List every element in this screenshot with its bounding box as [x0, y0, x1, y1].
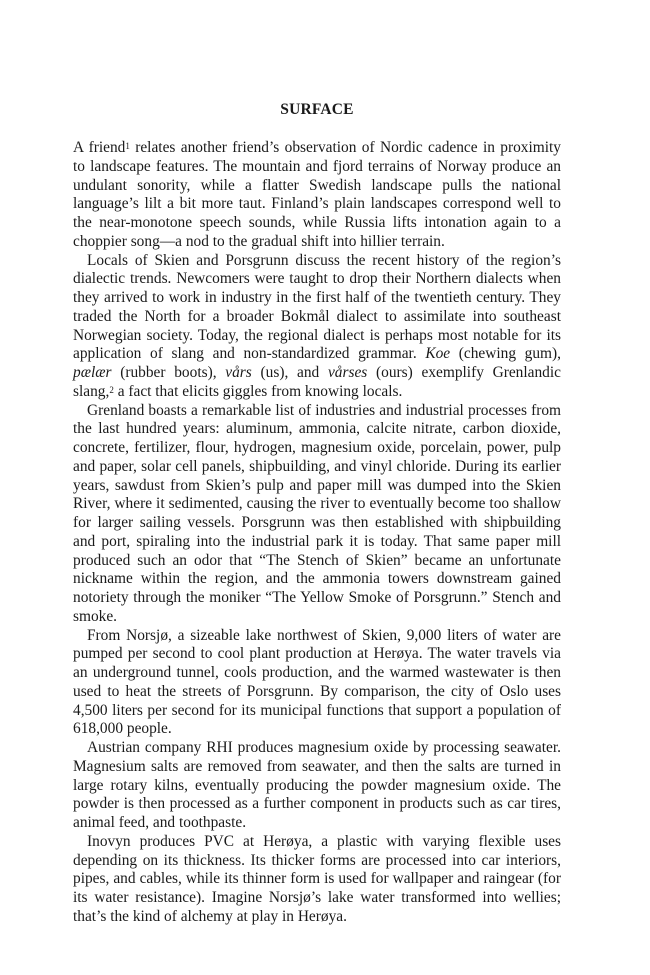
footnote-ref-1[interactable]: 1: [125, 141, 130, 151]
slang-term-koe: Koe: [425, 345, 451, 363]
page-title: SURFACE: [280, 101, 354, 118]
paragraph-2-text-f: a fact that elicits giggles from knowing locals.: [113, 382, 403, 400]
paragraph-2-text-a: Locals of Skien and Porsgrunn discuss the recent history of the region’s dialectic trends. Newcomers were taught to drop their Northern dialects when they arrived to work in industry in the first half of the twentieth century. They traded the North for a broader Bokmål dialect to assimilate into southeast Norwegian society. Today, the regional dialect is perhaps most notable for its application of slang and non-standardized grammar.: [73, 251, 561, 363]
paragraph-3: Grenland boasts a remarkable list of industries and industrial processes from the last hundred years: aluminum, ammonia, calcite nitrate, carbon dioxide, concrete, fertilizer, flour, hydrogen, magnesium oxide, porcelain, power, pulp and paper, solar cell panels, shipbuilding, and vinyl chloride. During its earlier years, sawdust from Skien’s pulp and paper mill was dumped into the Skien River, where it sedimented, causing the river to eventually become too shallow for larger sailing vessels. Porsgrunn was then established with shipbuilding and port, spiraling into the industrial park it is today. That same paper mill produced such an odor that “The Stench of Skien” became an unfortunate nickname within the region, and the ammonia towers downstream gained notoriety through the moniker “The Yellow Smoke of Porsgrunn.” Stench and smoke.: [73, 401, 561, 625]
paragraph-2-text-d: (us), and: [251, 364, 328, 381]
paragraph-6: Inovyn produces PVC at Herøya, a plastic with varying flexible uses depending on its thickness. Its thicker forms are processed into car interiors, pipes, and cables, while its thinner form is used for wallpaper and raingear (for its water resistance). Imagine Norsjø’s lake water transformed into wellies; that’s the kind of alchemy at play in Herøya.: [73, 832, 561, 925]
paragraph-1-text-a: A friend: [73, 139, 126, 156]
paragraph-2: [73, 252, 561, 402]
paragraph-2-text-b: (chewing gum),: [450, 345, 561, 363]
paragraph-2-text-c: (rubber boots),: [111, 364, 226, 381]
paragraph-1: [73, 139, 561, 252]
slang-term-paelaer: pælær: [73, 364, 112, 381]
book-page: [73, 0, 561, 975]
body-text: [73, 139, 561, 927]
footnote-ref-2[interactable]: 2: [109, 384, 114, 395]
slang-term-varses: vårses: [327, 364, 368, 381]
paragraph-1-text-b: relates another friend’s observation of Nordic cadence in proximity to landscape features. The mountain and fjord terrains of Norway produce an undulant sonority, while a flatter Swedish landscape pulls the national language’s lilt a bit more taut. Finland’s plain landscapes correspond well to the near-monotone speech sounds, while Russia lifts intonation again to a choppier song—a nod to the gradual shift into hillier terrain.: [73, 139, 561, 250]
paragraph-5: Austrian company RHI produces magnesium oxide by processing seawater. Magnesium salts are removed from seawater, and then the salts are turned in large rotary kilns, eventually producing the powder magnesium oxide. The powder is then processed as a further component in products such as car tires, animal feed, and toothpaste.: [73, 739, 561, 831]
paragraph-2-text-e: (ours) exemplify Grenlandic slang,: [73, 364, 561, 400]
paragraph-4: From Norsjø, a sizeable lake northwest of Skien, 9,000 liters of water are pumped per second to cool plant production at Herøya. The water travels via an underground tunnel, cools production, and the warmed wastewater is then used to heat the streets of Porsgrunn. By comparison, the city of Oslo uses 4,500 liters per second for its municipal functions that support a population of 618,000 people.: [73, 626, 561, 738]
slang-term-vars: vårs: [225, 364, 252, 381]
